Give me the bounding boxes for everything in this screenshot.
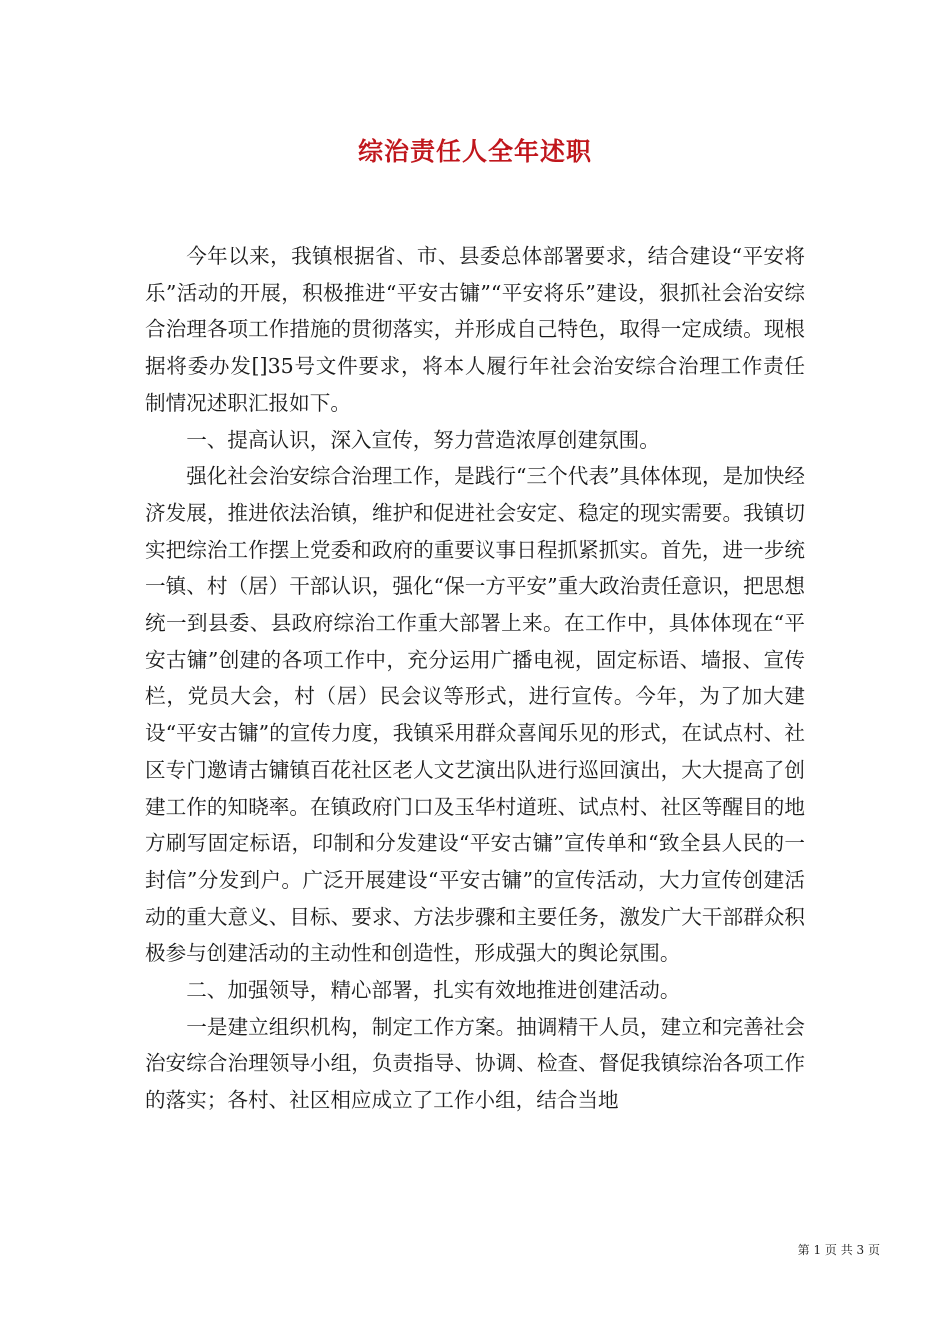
section-heading-1: 一、提高认识，深入宣传，努力营造浓厚创建氛围。 [186,427,660,452]
paragraph-section-1: 强化社会治安综合治理工作，是践行“三个代表”具体体现，是加快经济发展，推进依法治镇，维护和促进社会安定、稳定的现实需要。我镇切实把综治工作摆上党委和政府的重要议事日程抓紧抓实。首先，进一步统一镇、村（居）干部认识，强化“保一方平安”重大政治责任意识，把思想统一到县委、县政府综治工作重大部署上来。在工作中，具体体现在“平安古镛”创建的各项工作中，充分运用广播电视，固定标语、墙报、宣传栏，党员大会，村（居）民会议等形式，进行宣传。今年，为了加大建设“平安古镛”的宣传力度，我镇采用群众喜闻乐见的形式，在试点村、社区专门邀请古镛镇百花社区老人文艺演出队进行巡回演出，大大提高了创建工作的知晓率。在镇政府门口及玉华村道班、试点村、社区等醒目的地方刷写固定标语，印制和分发建设“平安古镛”宣传单和“致全县人民的一封信”分发到户。广泛开展建设“平安古镛”的宣传活动，大力宣传创建活动的重大意义、目标、要求、方法步骤和主要任务，激发广大干部群众积极参与创建活动的主动性和创造性，形成强大的舆论氛围。 [145,464,805,966]
document-title: 综治责任人全年述职 [357,137,592,166]
document-body [145,238,805,1119]
section-heading-2: 二、加强领导，精心部署，扎实有效地推进创建活动。 [186,978,681,1003]
paragraph-intro: 今年以来，我镇根据省、市、县委总体部署要求，结合建设“平安将乐”活动的开展，积极推进“平安古镛”“平安将乐”建设，狠抓社会治安综合治理各项工作措施的贯彻落实，并形成自己特色，取得一定成绩。现根据将委办发[]35号文件要求，将本人履行年社会治安综合治理工作责任制情况述职汇报如下。 [145,244,805,415]
paragraph-section-2: 一是建立组织机构，制定工作方案。抽调精干人员，建立和完善社会治安综合治理领导小组，负责指导、协调、检查、督促我镇综治各项工作的落实；各村、社区相应成立了工作小组，结合当地 [145,1014,805,1113]
page-number-footer: 第 1 页 共 3 页 [797,1243,880,1257]
